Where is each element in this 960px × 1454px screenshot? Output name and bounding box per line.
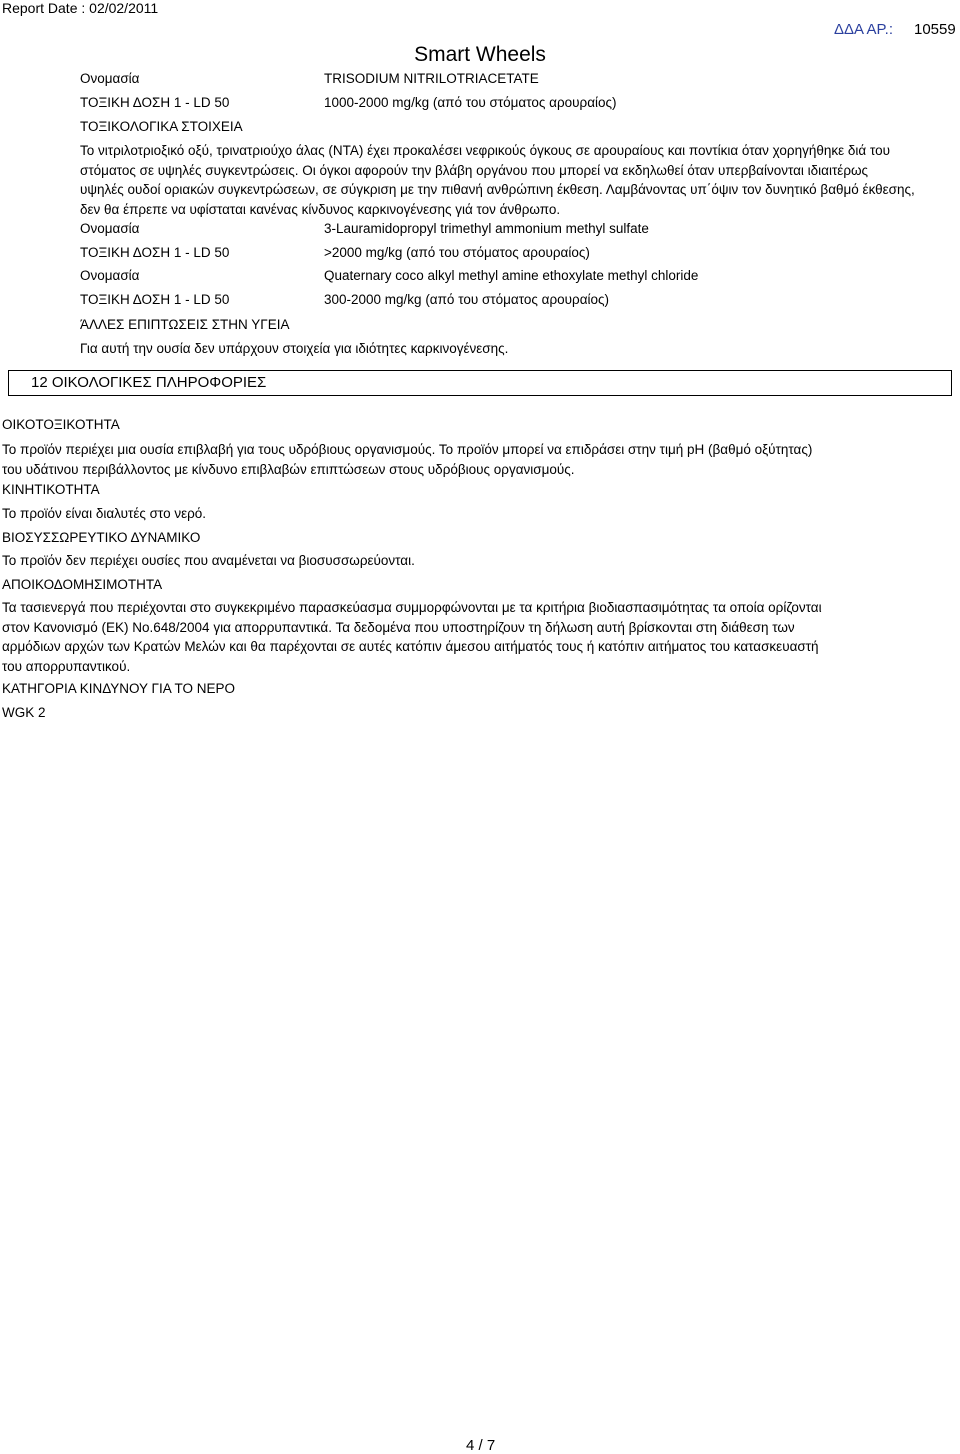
mobility-text: Το προϊόν είναι διαλυτές στο νερό. xyxy=(2,506,207,521)
text-line: Τα τασιενεργά που περιέχονται στο συγκεκριμένο παρασκεύασμα συμμορφώνονται με τα κριτήρια βιοδιασπασιμότητας τα οποία ορίζονται xyxy=(2,600,822,615)
substance-name-value: Quaternary coco alkyl methyl amine ethoxylate methyl chloride xyxy=(324,268,699,283)
water-hazard-value: WGK 2 xyxy=(2,705,46,720)
bioaccumulation-label: ΒΙΟΣΥΣΣΩΡΕΥΤΙΚΟ ΔΥΝΑΜΙΚΟ xyxy=(2,530,201,545)
ld50-value: 1000-2000 mg/kg (από του στόματος αρουραίος) xyxy=(324,95,617,110)
substance-name-value: 3-Lauramidopropyl trimethyl ammonium methyl sulfate xyxy=(324,221,649,236)
text-line: στόματος σε υψηλές συγκεντρώσεις. Οι όγκοι αφορούν την βλάβη οργάνου που μπορεί να εκδηλωθεί όταν υπερβαίνονται ιδιαιτέρως xyxy=(80,162,869,178)
company-name: Smart Wheels xyxy=(414,43,546,66)
sds-number-value: 10559 xyxy=(914,21,956,38)
text-line: Το νιτριλοτριοξικό οξύ, τρινατριούχο άλας (NTA) έχει προκαλέσει νεφρικούς όγκους σε αρουραίους και ποντίκια όταν χορηγήθηκε διά του xyxy=(80,143,890,158)
degradability-text xyxy=(2,598,822,676)
section-title: 12 ΟΙΚΟΛΟΓΙΚΕΣ ΠΛΗΡΟΦΟΡΙΕΣ xyxy=(31,374,267,391)
page-number: 4 / 7 xyxy=(466,1437,496,1454)
text-line: Το προϊόν περιέχει μια ουσία επιβλαβή για τους υδρόβιους οργανισμούς. Το προϊόν μπορεί να επιδράσει στην τιμή pH (βαθμό οξύτητας) xyxy=(2,442,813,457)
toxicology-info-label: ΤΟΞΙΚΟΛΟΓΙΚΑ ΣΤΟΙΧΕΙΑ xyxy=(80,119,243,134)
text-line: του απορρυπαντικού. xyxy=(2,658,131,674)
text-line: υψηλές ουδοί οριακών συγκεντρώσεων, σε σύγκριση με την πιθανή ανθρώπινη έκθεση. Λαμβάνοντας υπ΄όψιν τον δυνητικό βαθμό έκθεσης, xyxy=(80,182,915,197)
substance-name-label: Ονομασία xyxy=(80,71,140,86)
degradability-label: ΑΠΟΙΚΟΔΟΜΗΣΙΜΟΤΗΤΑ xyxy=(2,577,163,592)
section-header xyxy=(8,370,952,396)
text-line: αρμόδιων αρχών των Κρατών Μελών και θα παρέχονται σε αυτές κατόπιν άμεσου αιτήματός τους ή κατόπιν αιτήματος του κατασκευαστή xyxy=(2,639,819,654)
toxicology-info-text xyxy=(80,141,915,219)
other-health-effects-label: ΆΛΛΕΣ ΕΠΙΠΤΩΣΕΙΣ ΣΤΗΝ ΥΓΕΙΑ xyxy=(80,317,290,332)
text-line: στον Κανονισμό (ΕΚ) No.648/2004 για απορρυπαντικά. Τα δεδομένα που υποστηρίζουν τη δήλωση αυτή βρίσκονται στη διάθεση των xyxy=(2,619,795,635)
mobility-label: ΚΙΝΗΤΙΚΟΤΗΤΑ xyxy=(2,482,100,497)
ld50-label: ΤΟΞΙΚΗ ΔΟΣΗ 1 - LD 50 xyxy=(80,245,230,260)
other-health-effects-text: Για αυτή την ουσία δεν υπάρχουν στοιχεία για ιδιότητες καρκινογένεσης. xyxy=(80,341,509,356)
ld50-label: ΤΟΞΙΚΗ ΔΟΣΗ 1 - LD 50 xyxy=(80,95,230,110)
bioaccumulation-text: Το προϊόν δεν περιέχει ουσίες που αναμένεται να βιοσυσσωρεύονται. xyxy=(2,553,415,568)
substance-name-label: Ονομασία xyxy=(80,268,140,283)
report-date: Report Date : 02/02/2011 xyxy=(2,0,159,16)
substance-name-value: TRISODIUM NITRILOTRIACETATE xyxy=(324,71,539,86)
text-line: δεν θα έπρεπε να υφίσταται κανένας κίνδυνος καρκινογένεσης γιά τον άνθρωπο. xyxy=(80,201,561,217)
ld50-value: >2000 mg/kg (από του στόματος αρουραίος) xyxy=(324,245,590,260)
ld50-label: ΤΟΞΙΚΗ ΔΟΣΗ 1 - LD 50 xyxy=(80,292,230,307)
sds-number-label: ΔΔΑ ΑΡ.: xyxy=(834,21,893,38)
ecotoxicity-label: ΟΙΚΟΤΟΞΙΚΟΤΗΤΑ xyxy=(2,417,120,432)
ld50-value: 300-2000 mg/kg (από του στόματος αρουραίος) xyxy=(324,292,610,307)
ecotoxicity-text xyxy=(2,440,812,479)
water-hazard-label: ΚΑΤΗΓΟΡΙΑ ΚΙΝΔΥΝΟΥ ΓΙΑ ΤΟ ΝΕΡΟ xyxy=(2,681,236,696)
substance-name-label: Ονομασία xyxy=(80,221,140,236)
text-line: του υδάτινου περιβάλλοντος με κίνδυνο επιβλαβών επιπτώσεων στους υδρόβιους οργανισμούς. xyxy=(2,461,575,477)
